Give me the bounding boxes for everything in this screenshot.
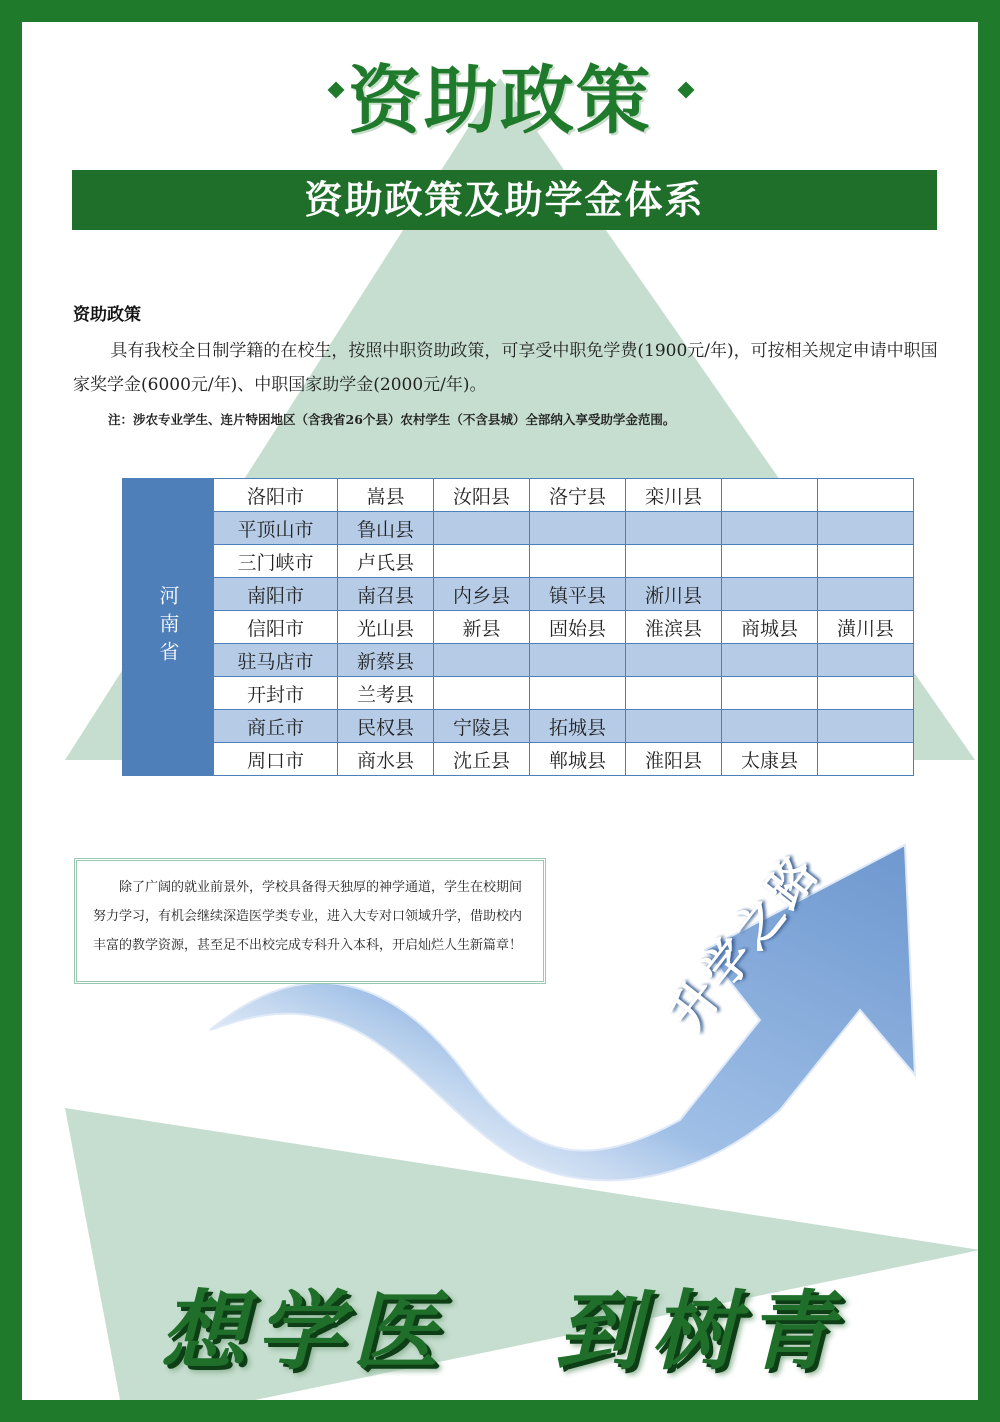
county-cell: 洛宁县 <box>530 479 626 512</box>
county-cell <box>434 677 530 710</box>
province-cell: 河南省 <box>123 479 214 776</box>
county-cell: 淮阳县 <box>626 743 722 776</box>
table-row <box>123 677 914 710</box>
county-cell <box>722 512 818 545</box>
city-cell: 周口市 <box>214 743 338 776</box>
county-cell <box>530 644 626 677</box>
county-cell <box>722 545 818 578</box>
promo-text: 除了广阔的就业前景外，学校具备得天独厚的神学通道，学生在校期间努力学习，有机会继续深造医学类专业，进入大专对口领域升学，借助校内丰富的教学资源，甚至足不出校完成专科升入本科，开启灿烂人生新篇章！ <box>93 880 523 953</box>
county-cell: 鲁山县 <box>338 512 434 545</box>
county-cell: 民权县 <box>338 710 434 743</box>
county-cell <box>818 545 914 578</box>
policy-body: 具有我校全日制学籍的在校生，按照中职资助政策，可享受中职免学费(1900元/年)，可按相关规定申请中职国家奖学金(6000元/年)、中职国家助学金(2000元/年)。 <box>73 341 938 395</box>
county-cell <box>722 710 818 743</box>
table-row <box>123 578 914 611</box>
county-cell <box>434 644 530 677</box>
county-cell: 光山县 <box>338 611 434 644</box>
county-cell: 淮滨县 <box>626 611 722 644</box>
county-cell <box>530 545 626 578</box>
county-cell <box>626 644 722 677</box>
table-row <box>123 743 914 776</box>
city-cell: 南阳市 <box>214 578 338 611</box>
county-cell: 太康县 <box>722 743 818 776</box>
table-row <box>123 545 914 578</box>
county-cell: 南召县 <box>338 578 434 611</box>
county-cell <box>626 677 722 710</box>
table-row <box>123 644 914 677</box>
city-cell: 三门峡市 <box>214 545 338 578</box>
county-cell: 嵩县 <box>338 479 434 512</box>
policy-note: 注：涉农专业学生、连片特困地区（含我省26个县）农村学生（不含县城）全部纳入享受助学金范围。 <box>108 412 676 427</box>
county-cell: 卢氏县 <box>338 545 434 578</box>
promo-box <box>74 858 546 984</box>
county-cell <box>626 512 722 545</box>
county-cell <box>818 644 914 677</box>
county-cell <box>818 710 914 743</box>
county-cell: 栾川县 <box>626 479 722 512</box>
city-cell: 洛阳市 <box>214 479 338 512</box>
county-cell <box>818 578 914 611</box>
county-cell: 兰考县 <box>338 677 434 710</box>
city-cell: 驻马店市 <box>214 644 338 677</box>
city-cell: 开封市 <box>214 677 338 710</box>
city-cell: 信阳市 <box>214 611 338 644</box>
county-cell <box>818 512 914 545</box>
county-cell <box>722 677 818 710</box>
county-cell: 郸城县 <box>530 743 626 776</box>
county-cell <box>626 545 722 578</box>
county-cell: 新县 <box>434 611 530 644</box>
county-cell <box>530 677 626 710</box>
page-title: 资助政策 <box>348 58 652 144</box>
county-cell <box>722 479 818 512</box>
table-row <box>123 479 914 512</box>
county-cell <box>434 512 530 545</box>
county-cell: 拓城县 <box>530 710 626 743</box>
city-cell: 商丘市 <box>214 710 338 743</box>
county-cell: 宁陵县 <box>434 710 530 743</box>
county-cell: 潢川县 <box>818 611 914 644</box>
county-cell: 镇平县 <box>530 578 626 611</box>
county-cell: 内乡县 <box>434 578 530 611</box>
county-cell: 商城县 <box>722 611 818 644</box>
city-cell: 平顶山市 <box>214 512 338 545</box>
county-cell: 汝阳县 <box>434 479 530 512</box>
county-cell <box>818 743 914 776</box>
slogan-right: 到树青 <box>555 1281 843 1382</box>
policy-heading: 资助政策 <box>73 305 141 325</box>
county-cell <box>434 545 530 578</box>
county-cell: 新蔡县 <box>338 644 434 677</box>
county-cell <box>722 578 818 611</box>
county-cell: 沈丘县 <box>434 743 530 776</box>
slogan-left: 想学医 <box>160 1281 448 1382</box>
county-cell <box>818 677 914 710</box>
county-cell <box>530 512 626 545</box>
county-cell: 固始县 <box>530 611 626 644</box>
county-cell <box>626 710 722 743</box>
county-table <box>122 478 914 776</box>
table-row <box>123 512 914 545</box>
county-cell <box>722 644 818 677</box>
county-cell: 商水县 <box>338 743 434 776</box>
table-row <box>123 710 914 743</box>
section-banner: 资助政策及助学金体系 <box>72 170 937 230</box>
county-cell: 淅川县 <box>626 578 722 611</box>
county-cell <box>818 479 914 512</box>
table-row <box>123 611 914 644</box>
arrow-label: 升学之路 <box>658 842 831 1042</box>
